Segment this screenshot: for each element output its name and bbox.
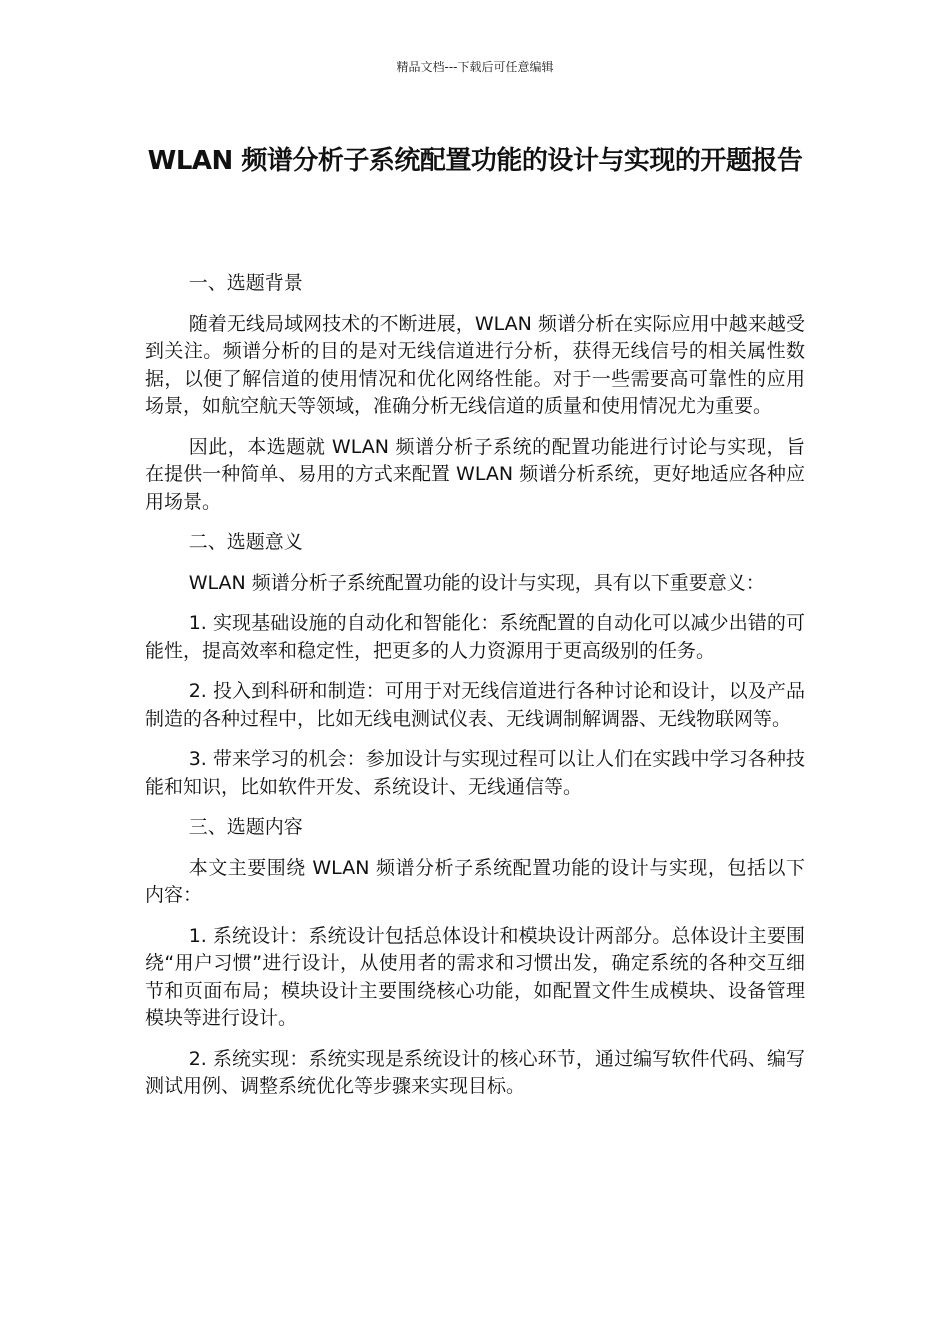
list-item: 2. 投入到科研和制造：可用于对无线信道进行各种讨论和设计，以及产品制造的各种过程中，比如无线电测试仪表、无线调制解调器、无线物联网等。 xyxy=(145,680,805,730)
section-heading-content: 三、选题内容 xyxy=(188,816,303,838)
paragraph: 本文主要围绕 WLAN 频谱分析子系统配置功能的设计与实现，包括以下内容： xyxy=(145,856,805,906)
list-item: 2. 系统实现：系统实现是系统设计的核心环节，通过编写软件代码、编写测试用例、调整系统优化等步骤来实现目标。 xyxy=(145,1047,805,1097)
list-item: 1. 实现基础设施的自动化和智能化：系统配置的自动化可以减少出错的可能性，提高效率和稳定性，把更多的人力资源用于更高级别的任务。 xyxy=(145,612,805,662)
paragraph: 随着无线局域网技术的不断进展，WLAN 频谱分析在实际应用中越来越受到关注。频谱分析的目的是对无线信道进行分析，获得无线信号的相关属性数据，以便了解信道的使用情况和优化网络性能。对于一些需要高可靠性的应用场景，如航空航天等领域，准确分析无线信道的质量和使用情况尤为重要。 xyxy=(145,312,805,417)
paragraph: WLAN 频谱分析子系统配置功能的设计与实现，具有以下重要意义： xyxy=(188,571,765,594)
section-heading-significance: 二、选题意义 xyxy=(188,531,303,553)
list-item: 1. 系统设计：系统设计包括总体设计和模块设计两部分。总体设计主要围绕“用户习惯”进行设计，从使用者的需求和习惯出发，确定系统的各种交互细节和页面布局；模块设计主要围绕核心功能，如配置文件生成模块、设备管理模块等进行设计。 xyxy=(145,924,805,1029)
document-title: WLAN 频谱分析子系统配置功能的设计与实现的开题报告 xyxy=(147,146,803,176)
header-note: 精品文档---下载后可任意编辑 xyxy=(396,60,554,74)
document-body xyxy=(145,270,805,1114)
section-heading-background: 一、选题背景 xyxy=(188,272,303,294)
list-item: 3. 带来学习的机会：参加设计与实现过程可以让人们在实践中学习各种技能和知识，比如软件开发、系统设计、无线通信等。 xyxy=(145,748,805,798)
paragraph: 因此，本选题就 WLAN 频谱分析子系统的配置功能进行讨论与实现，旨在提供一种简单、易用的方式来配置 WLAN 频谱分析系统，更好地适应各种应用场景。 xyxy=(145,435,805,513)
